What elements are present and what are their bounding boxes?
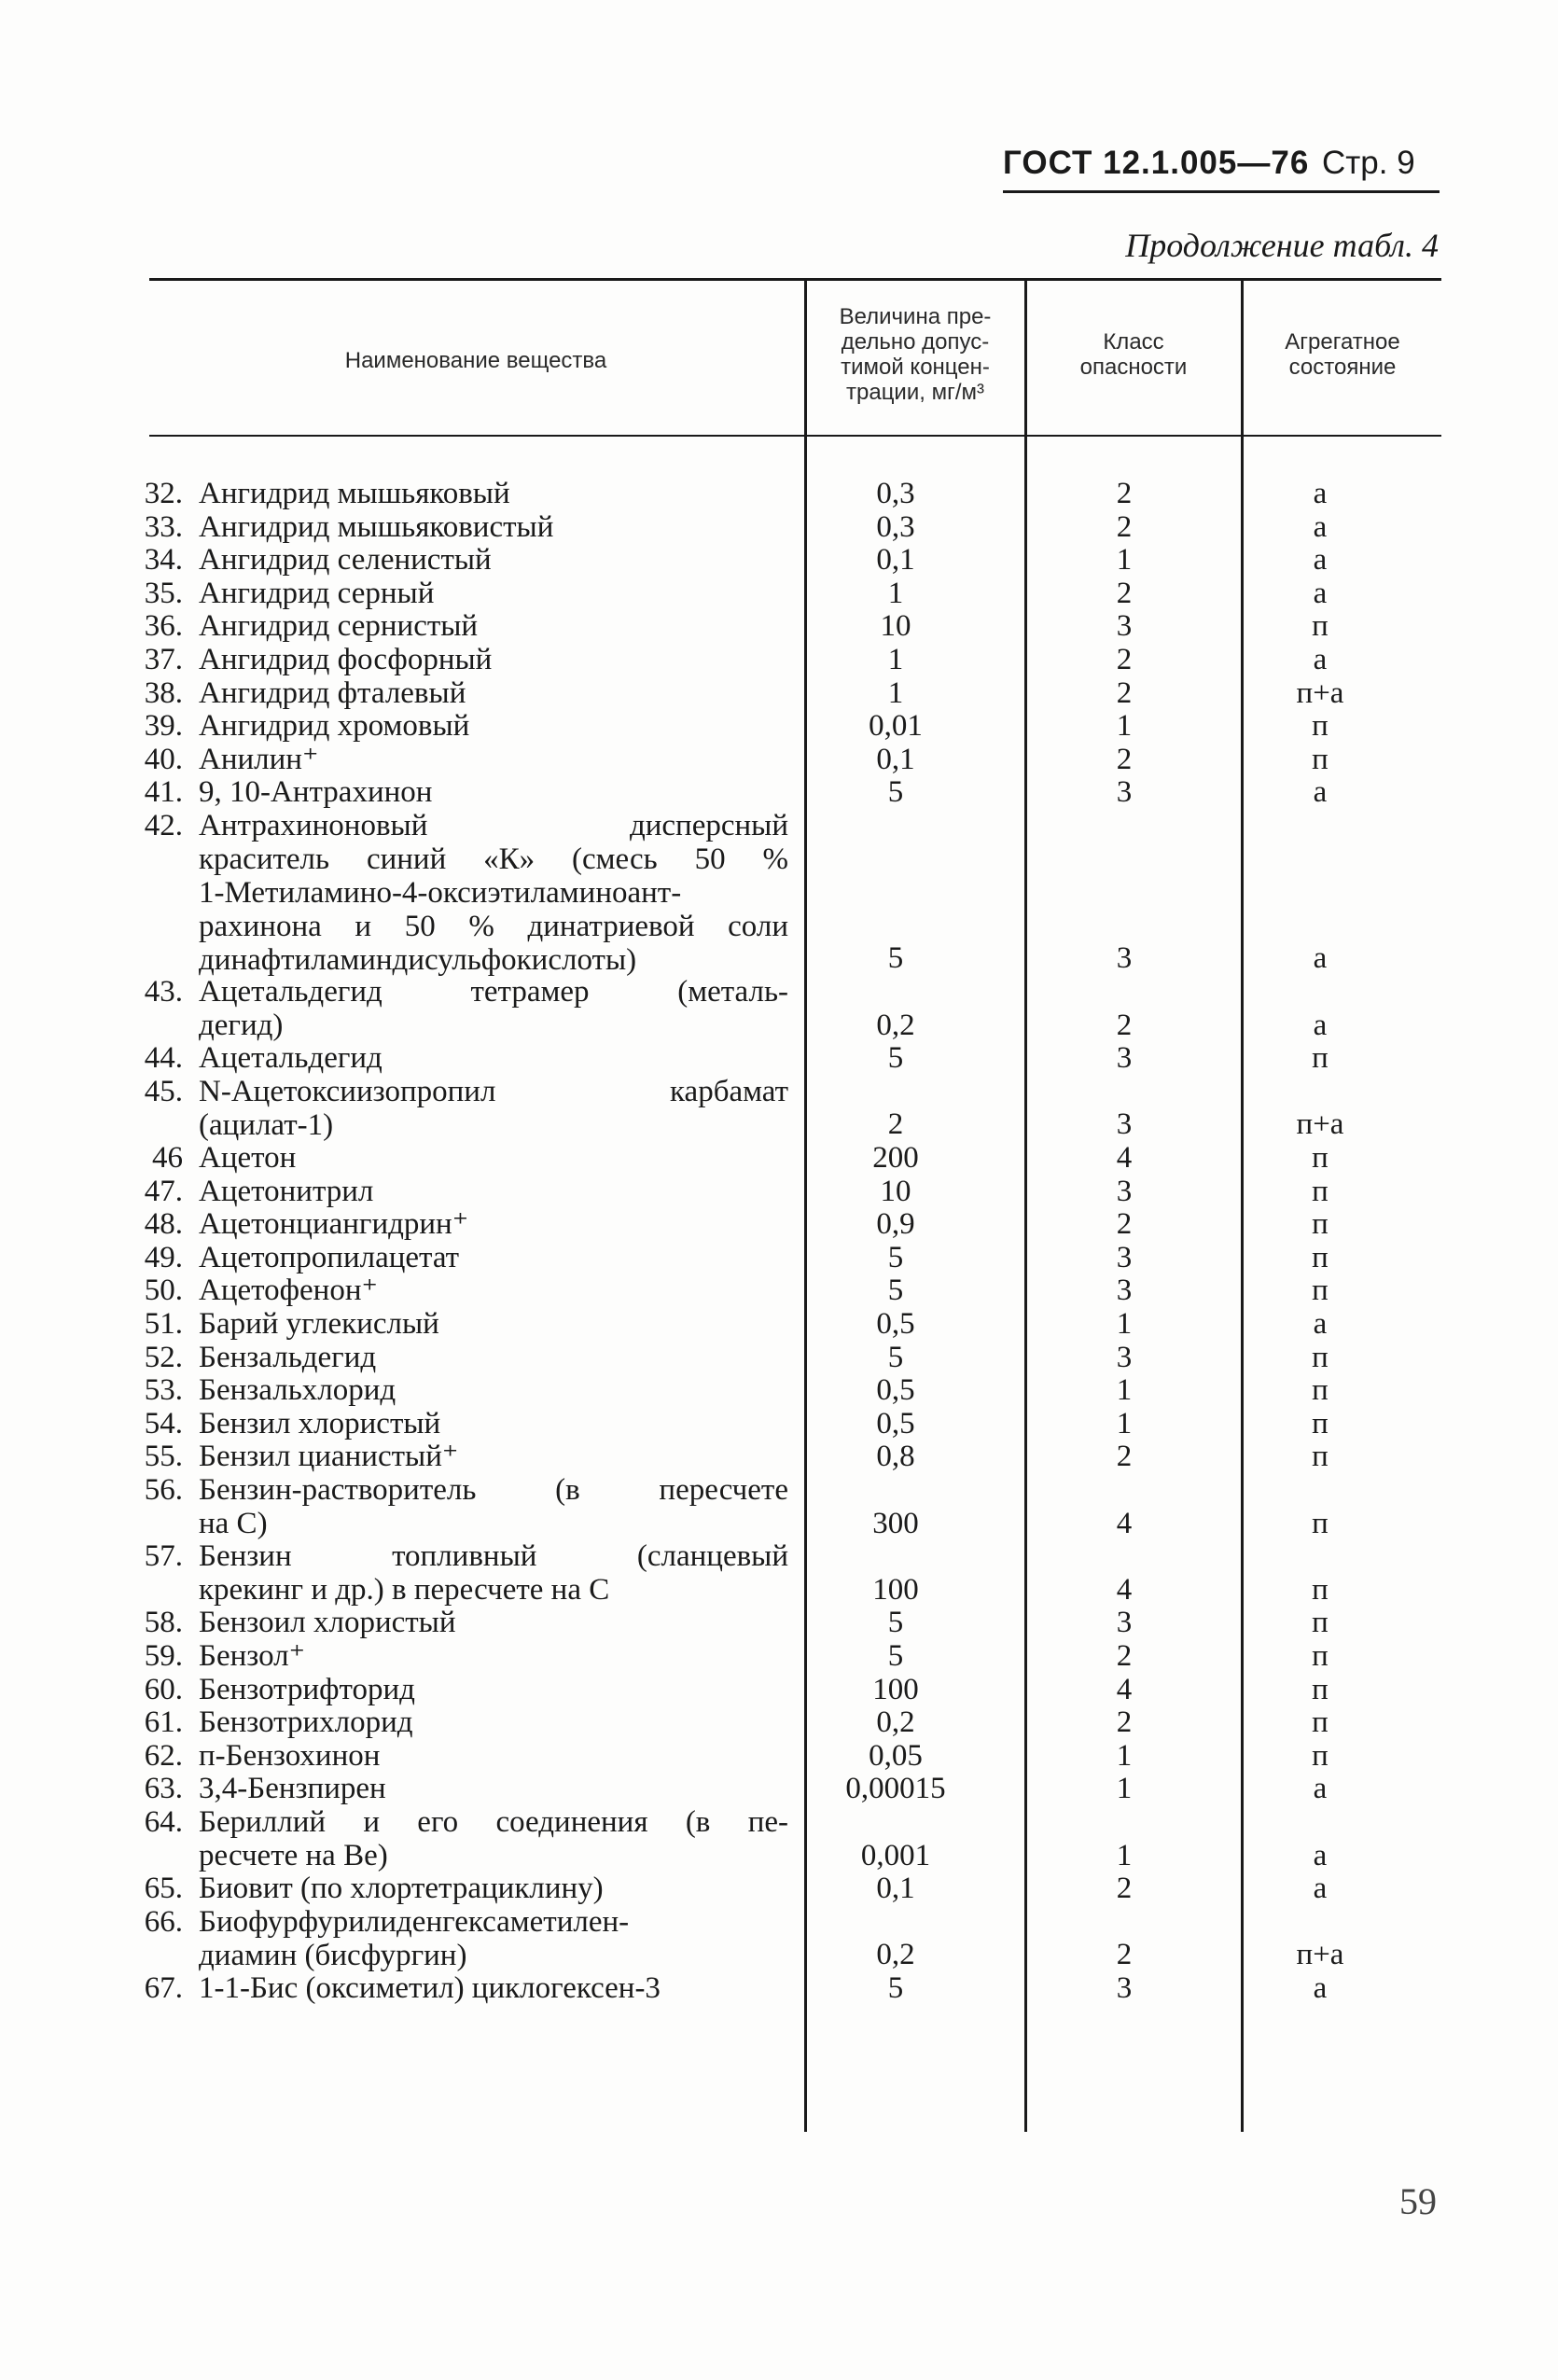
substance-name-line: Биовит (по хлортетрациклину) [199,1872,604,1906]
substance-name-line: краситель синий «К» (смесь 50 % [199,842,788,876]
column-header-hazard-class: Класс опасности [1079,329,1188,380]
substance-name-line: ресчете на Ве) [199,1839,388,1872]
substance-name-line: Бензотрифторид [199,1672,415,1706]
row-number: 40. [144,742,183,776]
substance-name [199,577,788,610]
substance-name-line: Барий углекислый [199,1307,439,1341]
substance-name-line: 3,4-Бензпирен [199,1772,386,1806]
hazard-class-value: 2 [1116,1872,1133,1906]
row-number: 45. [144,1074,183,1108]
concentration-value: 5 [887,1240,904,1274]
substance-name-line: Бензин-растворитель (в пересчете [199,1473,788,1507]
substance-name-line: Бериллий и его соединения (в пе- [199,1805,788,1839]
aggregate-state-value: а [1313,477,1328,510]
row-number: 35. [144,576,183,610]
row-number: 43. [144,975,183,1009]
concentration-value: 100 [872,1572,919,1607]
substance-name [199,1041,788,1075]
table-header-rule [149,435,1441,437]
hazard-class-value: 4 [1116,1672,1133,1706]
aggregate-state-value: п [1312,1672,1328,1706]
aggregate-state-value: п+а [1296,1938,1344,1972]
concentration-value: 0,01 [869,709,923,744]
substance-name [199,609,788,643]
aggregate-state-value: п [1312,1340,1328,1374]
substance-name-line: 1-Метиламино-4-оксиэтиламиноант- [199,876,682,910]
aggregate-state-value: п [1312,1440,1328,1474]
substance-name [199,676,788,710]
hazard-class-value: 4 [1116,1506,1133,1540]
concentration-value: 5 [887,1639,904,1673]
substance-name-line: Бензальдегид [199,1340,377,1374]
concentration-value: 1 [887,643,904,676]
hazard-class-value: 1 [1116,1406,1133,1441]
substance-name [199,1805,788,1872]
substance-name-line: Ангидрид серный [199,576,435,610]
aggregate-state-value: п [1312,1141,1328,1175]
hazard-class-value: 3 [1116,1174,1133,1208]
hazard-class-value: 4 [1116,1572,1133,1607]
row-number: 66. [144,1904,183,1939]
substance-name [199,1207,788,1241]
row-number: 65. [144,1872,183,1906]
substance-name-line: Ангидрид фталевый [199,675,466,710]
concentration-value: 0,3 [876,477,915,510]
substance-name-line: динафтиламиндисульфокислоты) [199,943,637,977]
hazard-class-value: 2 [1116,509,1133,544]
substance-name [199,1141,788,1175]
row-number: 50. [144,1274,183,1308]
substance-name [199,1971,788,2005]
concentration-value: 0,3 [876,509,915,544]
hazard-class-value: 3 [1116,1240,1133,1274]
aggregate-state-value: п [1312,709,1328,744]
hazard-class-value: 2 [1116,576,1133,610]
row-number: 36. [144,609,183,644]
aggregate-state-value: п+а [1296,1107,1344,1142]
page-number: 59 [1399,2180,1437,2222]
concentration-value: 0,1 [876,742,915,776]
substance-name-line: Ангидрид фосфорный [199,643,493,676]
substance-name [199,477,788,510]
substance-name-line: (ацилат-1) [199,1107,334,1142]
substance-name [199,1075,788,1142]
substance-name [199,1274,788,1307]
table-continuation-caption: Продолжение табл. 4 [1125,227,1439,264]
concentration-value: 0,5 [876,1406,915,1441]
concentration-value: 0,2 [876,1705,915,1740]
aggregate-state-value: п [1312,1738,1328,1773]
substance-name-line: Бензин топливный (сланцевый [199,1539,788,1574]
hazard-class-value: 1 [1116,1373,1133,1408]
substance-name-line: Ацетальдегид тетрамер (металь- [199,975,788,1009]
substance-name-line: 9, 10-Антрахинон [199,775,433,810]
substance-name-line: диамин (бисфургин) [199,1938,467,1972]
substance-name-line: Биофурфурилиденгексаметилен- [199,1904,630,1939]
page-label: Стр. 9 [1322,145,1415,181]
row-number: 33. [144,509,183,544]
aggregate-state-value: п [1312,1506,1328,1540]
hazard-class-value: 1 [1116,1838,1133,1872]
row-number: 60. [144,1672,183,1706]
substance-name-line: рахинона и 50 % динатриевой соли [199,910,788,943]
substance-name [199,1407,788,1441]
aggregate-state-value: п [1312,1207,1328,1242]
concentration-value: 0,1 [876,1872,915,1906]
aggregate-state-value: а [1313,1872,1328,1906]
hazard-class-value: 2 [1116,477,1133,510]
aggregate-state-value: п [1312,1240,1328,1274]
substance-name [199,510,788,544]
substance-name-line: на С) [199,1507,268,1540]
row-number: 38. [144,675,183,710]
substance-name-line: Антрахиноновый дисперсный [199,809,788,842]
aggregate-state-value: п [1312,1705,1328,1740]
hazard-class-value: 1 [1116,1307,1133,1341]
concentration-value: 2 [887,1107,904,1142]
row-number: 52. [144,1340,183,1374]
concentration-value: 5 [887,1606,904,1640]
hazard-class-value: 3 [1116,775,1133,810]
hazard-class-value: 2 [1116,643,1133,676]
hazard-class-value: 3 [1116,1340,1133,1374]
concentration-value: 1 [887,576,904,610]
substance-name-line: Ацетальдегид [199,1041,383,1076]
concentration-value: 5 [887,941,904,976]
substance-name-line: Ацетонциангидрин⁺ [199,1207,469,1242]
concentration-value: 0,8 [876,1440,915,1474]
substance-name-line: дегид) [199,1009,284,1042]
substance-name-line: Ацетонитрил [199,1174,374,1208]
row-number: 44. [144,1041,183,1076]
substance-name [199,1473,788,1540]
hazard-class-value: 1 [1116,543,1133,578]
concentration-value: 0,5 [876,1373,915,1408]
aggregate-state-value: п+а [1296,675,1344,710]
substance-name-line: Бензил хлористый [199,1406,441,1441]
hazard-class-value: 2 [1116,1207,1133,1242]
substance-name [199,1241,788,1274]
concentration-value: 0,05 [869,1738,923,1773]
substance-name-line: Ангидрид сернистый [199,609,479,644]
substance-name-line: Ангидрид мышьяковистый [199,509,554,544]
substance-name [199,1606,788,1639]
column-divider-3 [1241,280,1244,2132]
row-number: 56. [144,1473,183,1507]
aggregate-state-value: п [1312,1406,1328,1441]
column-header-aggregate-state: Агрегатное состояние [1285,329,1400,380]
row-number: 58. [144,1606,183,1640]
concentration-value: 100 [872,1672,919,1706]
aggregate-state-value: п [1312,1373,1328,1408]
concentration-value: 5 [887,1971,904,2005]
aggregate-state-value: п [1312,1174,1328,1208]
substance-name [199,1440,788,1473]
aggregate-state-value: п [1312,609,1328,644]
row-number: 47. [144,1174,183,1208]
row-number: 63. [144,1772,183,1806]
substance-name [199,1341,788,1374]
aggregate-state-value: а [1313,941,1328,976]
hazard-class-value: 3 [1116,1041,1133,1076]
hazard-class-value: 2 [1116,1008,1133,1042]
row-number: 59. [144,1639,183,1673]
hazard-class-value: 2 [1116,742,1133,776]
aggregate-state-value: а [1313,775,1328,810]
hazard-class-value: 2 [1116,1440,1133,1474]
substance-name [199,1772,788,1805]
substance-name-line: Ангидрид хромовый [199,709,470,744]
hazard-class-value: 4 [1116,1141,1133,1175]
substance-name [199,1673,788,1706]
substance-name [199,1539,788,1607]
concentration-value: 0,2 [876,1008,915,1042]
hazard-class-value: 3 [1116,609,1133,644]
aggregate-state-value: а [1313,509,1328,544]
row-number: 39. [144,709,183,744]
row-number: 61. [144,1705,183,1740]
row-number: 49. [144,1240,183,1274]
concentration-value: 0,1 [876,543,915,578]
substance-name-line: 1-1-Бис (оксиметил) циклогексен-3 [199,1971,661,2005]
substance-name-line: Бензальхлорид [199,1373,396,1408]
concentration-value: 5 [887,1340,904,1374]
substance-name-line: Ацетопропилацетат [199,1240,460,1274]
aggregate-state-value: п [1312,1572,1328,1607]
table-top-rule [149,278,1441,281]
column-header-concentration: Величина пре- дельно допус- тимой концен- трации, мг/м³ [839,304,992,405]
concentration-value: 5 [887,1274,904,1308]
substance-name-line: Ацетон [199,1141,297,1175]
aggregate-state-value: а [1313,543,1328,578]
substance-name-line: N-Ацетоксиизопропил карбамат [199,1074,788,1108]
hazard-class-value: 3 [1116,1606,1133,1640]
row-number: 32. [144,477,183,510]
column-divider-1 [804,280,807,2132]
substance-name-line: Бензол⁺ [199,1639,306,1673]
substance-name-line: Ацетофенон⁺ [199,1274,378,1308]
aggregate-state-value: а [1313,643,1328,676]
aggregate-state-value: а [1313,1008,1328,1042]
row-number: 48. [144,1207,183,1242]
substance-name [199,743,788,776]
aggregate-state-value: а [1313,1971,1328,2005]
hazard-class-value: 3 [1116,1107,1133,1142]
row-number: 34. [144,543,183,578]
aggregate-state-value: п [1312,1274,1328,1308]
substance-name [199,775,788,809]
hazard-class-value: 1 [1116,709,1133,744]
substance-name-line: Ангидрид селенистый [199,543,492,578]
row-number: 41. [144,775,183,810]
substance-name [199,1739,788,1773]
substance-name [199,1639,788,1673]
concentration-value: 0,5 [876,1307,915,1341]
hazard-class-value: 1 [1116,1738,1133,1773]
concentration-value: 10 [880,1174,911,1208]
substance-name-line: Бензил цианистый⁺ [199,1440,459,1474]
row-number: 57. [144,1539,183,1574]
column-header-name: Наименование вещества [344,348,607,373]
substance-name [199,643,788,676]
row-number: 55. [144,1440,183,1474]
hazard-class-value: 3 [1116,1274,1133,1308]
row-number: 64. [144,1805,183,1839]
substance-name-line: Анилин⁺ [199,742,319,776]
substance-name [199,1373,788,1407]
substance-name [199,709,788,743]
hazard-class-value: 2 [1116,1938,1133,1972]
concentration-value: 0,001 [860,1838,931,1872]
header-rule [1003,190,1440,193]
concentration-value: 300 [872,1506,919,1540]
row-number: 51. [144,1307,183,1341]
substance-name-line: Ангидрид мышьяковый [199,477,510,510]
substance-name [199,1705,788,1739]
substance-name [199,1905,788,1972]
aggregate-state-value: п [1312,742,1328,776]
concentration-value: 1 [887,675,904,710]
substance-name [199,809,788,977]
aggregate-state-value: а [1313,576,1328,610]
hazard-class-value: 2 [1116,675,1133,710]
hazard-class-value: 2 [1116,1639,1133,1673]
substance-name-line: Бензоил хлористый [199,1606,456,1640]
aggregate-state-value: а [1313,1838,1328,1872]
substance-name [199,1175,788,1208]
aggregate-state-value: а [1313,1307,1328,1341]
concentration-value: 0,00015 [845,1772,946,1806]
row-number: 42. [144,809,183,842]
aggregate-state-value: а [1313,1772,1328,1806]
concentration-value: 10 [880,609,911,644]
concentration-value: 0,2 [876,1938,915,1972]
substance-name-line: крекинг и др.) в пересчете на С [199,1573,610,1608]
aggregate-state-value: п [1312,1639,1328,1673]
row-number: 46 [152,1141,183,1175]
hazard-class-value: 3 [1116,941,1133,976]
column-divider-2 [1024,280,1027,2132]
aggregate-state-value: п [1312,1041,1328,1076]
concentration-value: 5 [887,1041,904,1076]
substance-name [199,543,788,577]
substance-name-line: п-Бензохинон [199,1738,381,1773]
substance-name [199,975,788,1042]
row-number: 67. [144,1971,183,2005]
concentration-value: 5 [887,775,904,810]
substance-name [199,1872,788,1905]
document-code: ГОСТ 12.1.005—76 [1003,145,1310,181]
substance-name-line: Бензотрихлорид [199,1705,413,1740]
row-number: 53. [144,1373,183,1408]
hazard-class-value: 3 [1116,1971,1133,2005]
aggregate-state-value: п [1312,1606,1328,1640]
row-number: 62. [144,1738,183,1773]
row-number: 37. [144,643,183,676]
concentration-value: 200 [872,1141,919,1175]
hazard-class-value: 1 [1116,1772,1133,1806]
substance-name [199,1307,788,1341]
row-number: 54. [144,1406,183,1441]
concentration-value: 0,9 [876,1207,915,1242]
hazard-class-value: 2 [1116,1705,1133,1740]
